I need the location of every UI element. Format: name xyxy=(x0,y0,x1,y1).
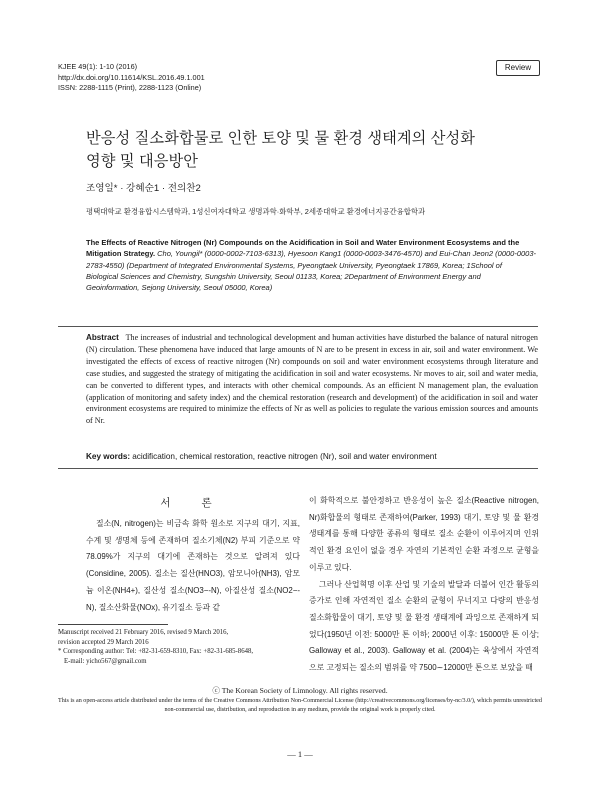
korean-title-line1: 반응성 질소화합물로 인한 토양 및 물 환경 생태계의 산성화 xyxy=(86,130,476,147)
abstract-top-rule xyxy=(58,326,538,327)
article-type-badge: Review xyxy=(496,60,540,76)
keywords xyxy=(86,451,538,462)
intro-paragraph-1-continued: 이 화학적으로 불안정하고 반응성이 높은 질소(Reactive nitrogen, Nr)화합물의 형태로 존재하여(Parker, 1993) 대기, 토양 및 물 환경 생태계를 통해 다양한 종류의 형태로 질소 순환이 이루어지며 인위적인 환경 요인이 없을 경우 자연의 기본적인 순환 과정으로 균형을 이루고 있다. xyxy=(309,496,539,572)
issn: ISSN: 2288-1115 (Print), 2288-1123 (Online) xyxy=(58,83,202,92)
english-title-block xyxy=(86,237,536,293)
english-title: The Effects of Reactive Nitrogen (Nr) Compounds on the Acidification in Soil and Water Environment Ecosystems and the Mitigation Strategy. xyxy=(86,238,520,259)
korean-title-line2: 영향 및 대응방안 xyxy=(86,153,199,170)
footnote-email[interactable]: E-mail: yicho567@gmail.com xyxy=(64,657,147,665)
intro-paragraph-2: 그러나 산업혁명 이후 산업 및 기술의 발달과 더불어 인간 활동의 증가로 인해 자연적인 질소 순환의 균형이 무너지고 다량의 반응성 질소화합물이 대기, 토양 및 물 환경 생태계에 과잉으로 존재하게 되었다(1950년 이전: 5000만 톤 이하; 2000년 이후: 15000만 톤 이상; Galloway et al., 2003). Galloway et al. (2004)는 육상에서 자연적으로 고정되는 질소의 범위를 약 7500∼12000만 톤으로 보았을 때 xyxy=(309,579,539,673)
abstract xyxy=(86,332,538,427)
korean-authors: 조영일* · 강혜순1 · 전의찬2 xyxy=(86,183,201,194)
license-statement: This is an open-access article distributed under the terms of the Creative Commons Attribution Non-Commercial License (http://creativecommons.org/licenses/by-nc/3.0/), which permits unrestricted non-commercial use, distribution, and reproduction in any medium, provide the original work is properly cited. xyxy=(58,698,542,713)
footnote-accepted: revision accepted 29 March 2016 xyxy=(58,638,149,646)
journal-header xyxy=(58,62,205,94)
abstract-bottom-rule xyxy=(58,468,538,469)
footnote-corresponding: * Corresponding author: Tel: +82-31-659-8310, Fax: +82-31-685-8648, xyxy=(58,648,254,656)
page-number: — 1 — xyxy=(287,749,313,759)
journal-citation: KJEE 49(1): 1-10 (2016) xyxy=(58,62,138,71)
abstract-text: The increases of industrial and technological development and human activities have disturbed the balance of natural nitrogen (N) circulation. These phenomena have induced that large amounts of N are to be present in excess in air, soil and water environment. We investigated the effects of excess of reactive nitrogen (Nr) compounds on soil and water environment ecosystems through literature and case studies, and suggested the strategy of mitigating the acidification in soil and water ecosystems. Nr moves to air, soil and water media, can be converted to different types, and interacts with other chemical compounds. As an efficient N management plan, the evaluation (application of monitoring and safety index) and the chemical restoration (research and development) of the acidification in soil and water environment ecosystems are required to minimize the effects of Nr as well as policies to regulate the various emission sources and amounts of Nr. xyxy=(86,333,538,426)
keywords-text: acidification, chemical restoration, reactive nitrogen (Nr), soil and water environment xyxy=(132,452,437,461)
abstract-label: Abstract xyxy=(86,333,119,342)
footnote xyxy=(58,628,308,666)
korean-affiliations: 평택대학교 환경융합시스템학과, 1성신여자대학교 생명과학·화학부, 2세종대학교 환경에너지공간융합학과 xyxy=(86,207,426,216)
intro-paragraph-1: 질소(N, nitrogen)는 비금속 화학 원소로 지구의 대기, 지표, 수계 및 생명체 등에 존재하며 질소기체(N2) 부피 기준으로 약 78.09%가 지구의 대기에 존재하는 것으로 알려져 있다(Considine, 2005). 질소는 질산(HNO3), 암모니아(NH3), 암모늄 이온(NH4+), 질산성 질소(NO3−-N), 아질산성 질소(NO2−-N), 질소산화물(NOx), 유기질소 등과 같 xyxy=(86,519,300,612)
introduction-heading: 서 론 xyxy=(160,497,226,509)
doi-link[interactable]: http://dx.doi.org/10.11614/KSL.2016.49.1.001 xyxy=(58,72,205,82)
keywords-label: Key words: xyxy=(86,452,131,461)
left-column xyxy=(86,495,300,616)
copyright: ⓒ The Korean Society of Limnology. All rights reserved. xyxy=(212,686,388,695)
right-column xyxy=(309,493,539,677)
footnote-received: Manuscript received 21 February 2016, revised 9 March 2016, xyxy=(58,629,229,636)
english-authors-affiliations: Cho, Youngil* (0000-0002-7103-6313), Hyesoon Kang1 (0000-0003-3476-4570) and Eui-Chan Jeon2 (0000-0003-2783-4550) (Department of Integrated Environmental Systems, Pyeongtaek University, Pyeongtaek 17869, Korea; 1School of Biological Sciences and Chemistry, Sungshin University, Seoul 01133, Korea; 2Department of Environment Energy and Geoinformation, Sejong University, Seoul 05000, Korea) xyxy=(86,249,537,293)
korean-title xyxy=(86,127,556,173)
footnote-rule xyxy=(58,624,168,625)
